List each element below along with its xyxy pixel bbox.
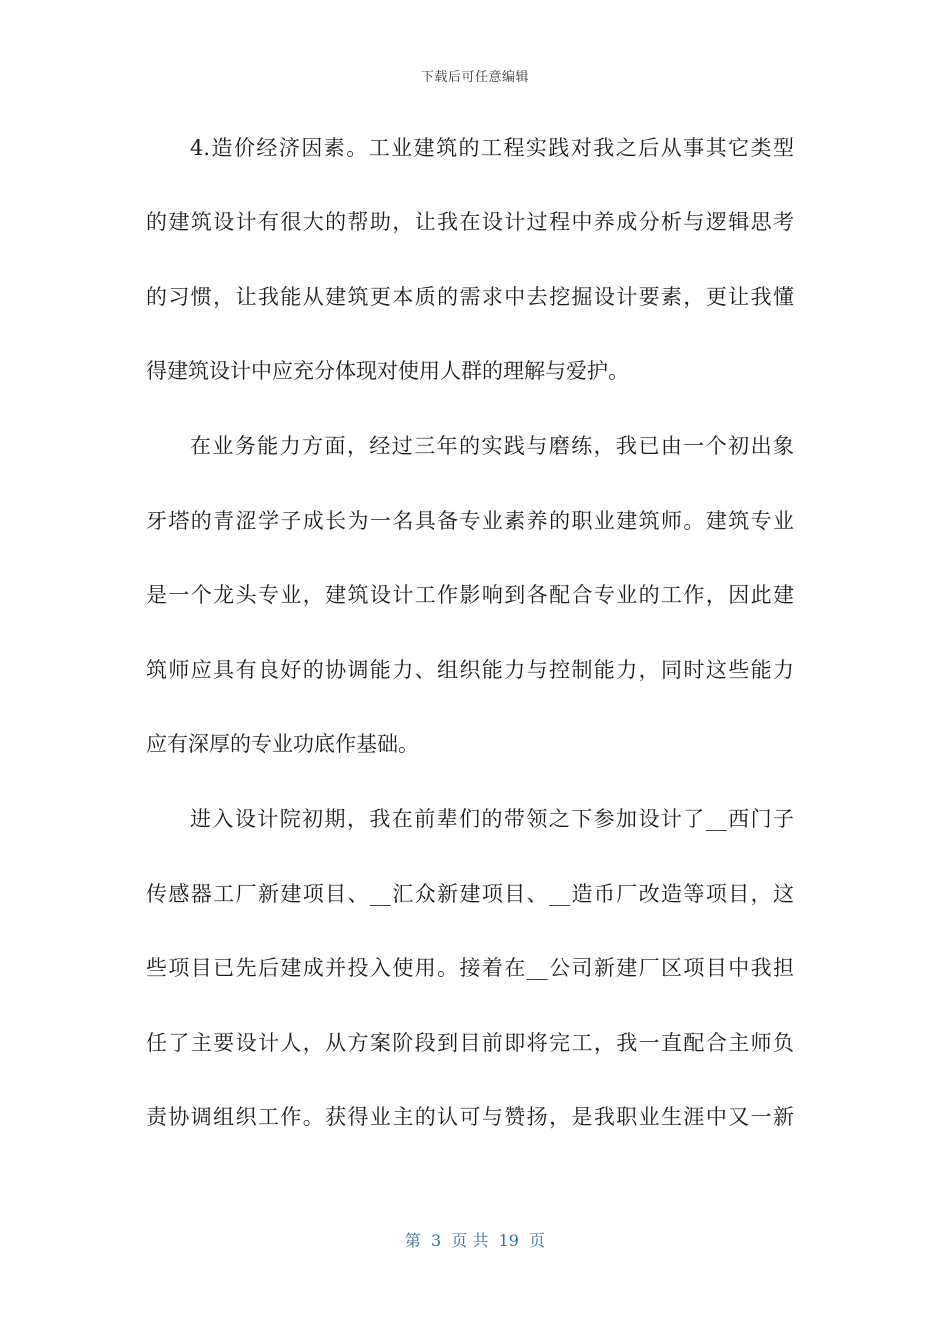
paragraph-line: 进入设计院初期，我在前辈们的带领之下参加设计了__西门子 xyxy=(190,807,794,831)
paragraph-line: 在业务能力方面，经过三年的实践与磨练，我已由一个初出象 xyxy=(190,434,794,458)
paragraph-line: 筑师应具有良好的协调能力、组织能力与控制能力，同时这些能力 xyxy=(146,658,794,682)
paragraph-line: 任了主要设计人，从方案阶段到目前即将完工，我一直配合主师负 xyxy=(146,1031,794,1055)
paragraph-line: 牙塔的青涩学子成长为一名具备专业素养的职业建筑师。建筑专业 xyxy=(146,509,794,533)
page-number: 第 3 页 共 19 页 xyxy=(404,1231,546,1250)
paragraph-line: 是一个龙头专业，建筑设计工作影响到各配合专业的工作，因此建 xyxy=(146,583,794,607)
paragraph-line: 的习惯，让我能从建筑更本质的需求中去挖掘设计要素，更让我懂 xyxy=(146,285,794,309)
paragraph-line: 的建筑设计有很大的帮助，让我在设计过程中养成分析与逻辑思考 xyxy=(146,210,794,234)
download-note: 下载后可任意编辑 xyxy=(420,70,529,85)
paragraph-line: 4.造价经济因素。工业建筑的工程实践对我之后从事其它类型 xyxy=(190,136,794,160)
paragraph-line: 得建筑设计中应充分体现对使用人群的理解与爱护。 xyxy=(146,359,629,383)
paragraph-line: 应有深厚的专业功底作基础。 xyxy=(146,732,419,756)
paragraph-line: 责协调组织工作。获得业主的认可与赞扬，是我职业生涯中又一新 xyxy=(146,1105,794,1129)
paragraph-line: 传感器工厂新建项目、__汇众新建项目、__造币厂改造等项目，这 xyxy=(146,882,794,906)
paragraph-line: 些项目已先后建成并投入使用。接着在__公司新建厂区项目中我担 xyxy=(146,956,794,980)
